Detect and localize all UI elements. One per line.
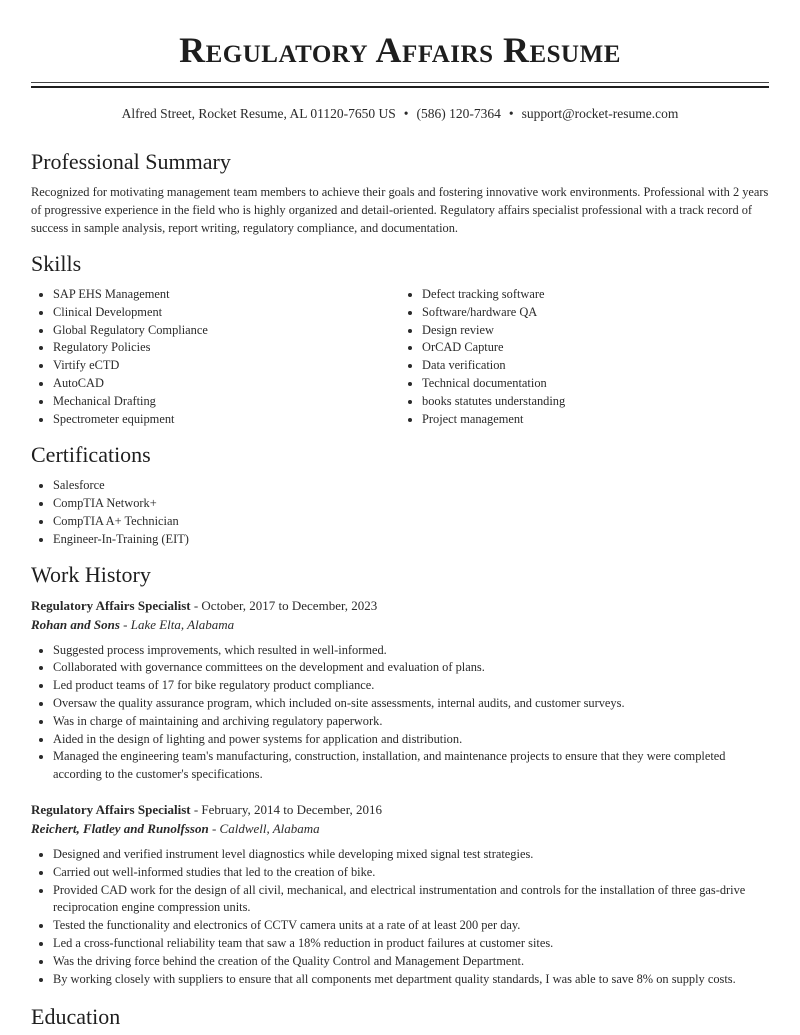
professional-summary-section (31, 149, 769, 237)
divider-thick-line (31, 86, 769, 88)
job-dates: - February, 2014 to December, 2016 (190, 801, 383, 817)
certification-item: • CompTIA Network+ (53, 495, 769, 513)
contact-email: support@rocket-resume.com (521, 106, 679, 121)
job-bullets (31, 846, 769, 988)
section-heading: Professional Summary (31, 149, 231, 174)
job-entry (31, 800, 769, 988)
contact-line (31, 105, 769, 123)
company-name: Reichert, Flatley and Runolfsson (31, 820, 209, 836)
skill-item: • Regulatory Policies (53, 339, 400, 357)
skill-item: • Mechanical Drafting (53, 393, 400, 411)
certification-item: • Engineer-In-Training (EIT) (53, 531, 769, 549)
skill-item: • OrCAD Capture (422, 339, 769, 357)
skill-item: • Global Regulatory Compliance (53, 322, 400, 340)
job-bullet: • Was the driving force behind the creation of the Quality Control and Management Department. (53, 953, 769, 971)
job-bullet: • Suggested process improvements, which resulted in well-informed. (53, 642, 769, 660)
job-bullet: • Led a cross-functional reliability team that saw a 18% reduction in product failures at customer sites. (53, 935, 769, 953)
job-bullets (31, 642, 769, 784)
job-header (31, 596, 769, 616)
job-employer (31, 616, 769, 634)
skill-item: • Virtify eCTD (53, 357, 400, 375)
job-bullet: • Designed and verified instrument level diagnostics while developing mixed signal test strategies. (53, 846, 769, 864)
skill-item: • SAP EHS Management (53, 286, 400, 304)
skills-list-right (400, 286, 769, 428)
skill-item: • Data verification (422, 357, 769, 375)
section-heading: Certifications (31, 442, 151, 468)
certification-item: • CompTIA A+ Technician (53, 513, 769, 531)
job-bullet: • By working closely with suppliers to ensure that all components met department quality standards, I was able to save 8% on supply costs. (53, 971, 769, 989)
job-bullet: • Carried out well-informed studies that led to the creation of bike. (53, 864, 769, 882)
contact-phone: (586) 120-7364 (416, 106, 501, 121)
job-header (31, 800, 769, 820)
job-title: Regulatory Affairs Specialist (31, 597, 191, 613)
certifications-section (31, 442, 769, 548)
skill-item: • Defect tracking software (422, 286, 769, 304)
job-title: Regulatory Affairs Specialist (31, 801, 191, 817)
job-bullet: • Oversaw the quality assurance program, which included on-site assessments, internal audits, and customer surveys. (53, 695, 769, 713)
skill-item: • Design review (422, 322, 769, 340)
bullet-separator-icon: • (403, 106, 409, 121)
job-bullet: • Was in charge of maintaining and archiving regulatory paperwork. (53, 713, 769, 731)
work-history-section (31, 562, 769, 989)
skill-item: • books statutes understanding (422, 393, 769, 411)
skills-columns (31, 286, 769, 428)
skills-list-left (31, 286, 400, 428)
section-heading: Skills (31, 251, 82, 276)
job-dates: - October, 2017 to December, 2023 (190, 597, 378, 613)
section-heading: Work History (31, 561, 151, 587)
job-bullet: • Collaborated with governance committees on the development and evaluation of plans. (53, 659, 769, 677)
skill-item: • Project management (422, 411, 769, 429)
job-bullet: • Tested the functionality and electronics of CCTV camera units at a rate of at least 200 per day. (53, 917, 769, 935)
job-entry (31, 596, 769, 784)
education-section (31, 1004, 769, 1030)
section-heading: Education (31, 1004, 121, 1030)
skill-item: • Technical documentation (422, 375, 769, 393)
skill-item: • Software/hardware QA (422, 304, 769, 322)
job-employer (31, 820, 769, 838)
skill-item: • Clinical Development (53, 304, 400, 322)
job-bullet: • Led product teams of 17 for bike regulatory product compliance. (53, 677, 769, 695)
skill-item: • AutoCAD (53, 375, 400, 393)
job-bullet: • Managed the engineering team's manufacturing, construction, installation, and maintenance projects to ensure that they were completed according to the customer's specifications. (53, 748, 769, 784)
summary-text: Recognized for motivating management team members to achieve their goals and fostering innovative work environments. Professional with 2 years of progressive experience in the field who is highly organized and detail-oriented. Regulatory affairs specialist professional with a track record of success in sample analysis, report writing, regulatory compliance, and documentation. (31, 185, 769, 235)
bullet-separator-icon: • (508, 106, 514, 121)
certifications-list (31, 477, 769, 548)
job-bullet: • Provided CAD work for the design of all civil, mechanical, and electrical instrumentation and controls for the installation of three gas-drive reciprocation engine compression units. (53, 882, 769, 918)
certification-item: • Salesforce (53, 477, 769, 495)
skill-item: • Spectrometer equipment (53, 411, 400, 429)
resume-title: Regulatory Affairs Resume (179, 30, 621, 70)
contact-address: Alfred Street, Rocket Resume, AL 01120-7650 US (121, 106, 396, 121)
job-bullet: • Aided in the design of lighting and power systems for application and distribution. (53, 731, 769, 749)
divider-thin-line (31, 82, 769, 83)
company-location: - Caldwell, Alabama (208, 820, 320, 836)
company-name: Rohan and Sons (31, 616, 120, 632)
skills-section (31, 251, 769, 428)
header-divider (31, 82, 769, 88)
company-location: - Lake Elta, Alabama (119, 616, 235, 632)
